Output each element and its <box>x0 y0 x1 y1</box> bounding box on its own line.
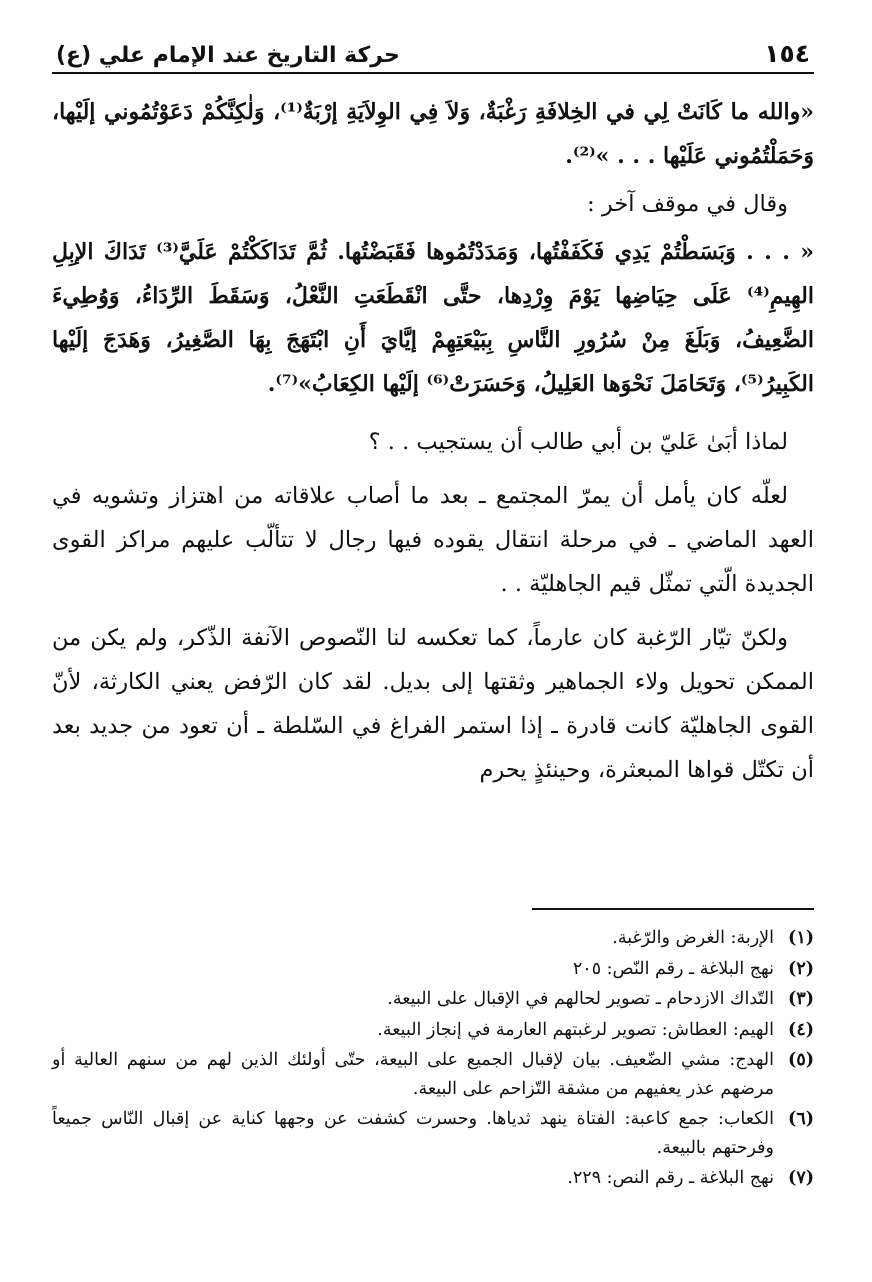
page-number: ١٥٤ <box>764 39 810 68</box>
footnote-number: (٣) <box>788 989 814 1009</box>
page-header <box>52 28 814 74</box>
footnote <box>52 1046 814 1103</box>
footnote-number: (٥) <box>788 1050 814 1070</box>
quote-paragraph-2: « . . . وَبَسَطْتُمْ يَدِي فَكَفَفْتُها، وَمَدَدْتُمُوها فَقَبَضْتُها. ثُمَّ تَدَاكَكْتُمْ عَلَيَّ⁽³⁾ تَدَاكَ الإبِلِ الهِيمِ⁽⁴⁾ عَلَى حِيَاضِها يَوْمَ وِرْدِها، حتَّى انْقَطَعَتِ النَّعْلُ، وَسَقَطَ الرِّدَاءُ، وَوُطِيءَ الضَّعِيفُ، وَبَلَغَ مِنْ سُرُورِ النَّاسِ بِبَيْعَتِهِمْ إيَّايَ أَنِ ابْتَهَجَ بِهَا الصَّغِيرُ، وَهَدَجَ إلَيْها الكَبِيرُ⁽⁵⁾، وَتَحَامَلَ نَحْوَها العَلِيلُ، وَحَسَرَتْ⁽⁶⁾ إلَيْها الكِعَابُ»⁽⁷⁾. <box>52 239 814 397</box>
footnote-text: الكعاب: جمع كاعبة: الفتاة ينهد ثدياها. وحسرت كشفت عن وجهها كناية عن إقبال النّاس جميعاً وفرحتهم بالبيعة. <box>52 1109 774 1158</box>
main-text <box>52 90 814 792</box>
footnote-number: (١) <box>788 928 814 948</box>
footnote-number: (٧) <box>788 1168 814 1188</box>
body-paragraph-1: لعلّه كان يأمل أن يمرّ المجتمع ـ بعد ما أصاب علاقاته من اهتزاز وتشويه في العهد الماضي ـ في مرحلة انتقال يقوده فيها رجال لا تتألّب عليهم مراكز القوى الجديدة الّتي تمثّل قيم الجاهليّة . . <box>52 483 814 597</box>
footnote <box>52 985 814 1014</box>
footnote-text: نهج البلاغة ـ رقم النص: ٢٢٩. <box>567 1168 774 1188</box>
quote-paragraph-1: «والله ما كَانَتْ لِي في الخِلافَةِ رَغْبَةٌ، وَلاَ فِي الوِلاَيَةِ إرْبَةٌ⁽¹⁾، وَلٰكِنَّكُمْ دَعَوْتُمُوني إلَيْها، وَحَمَلْتُمُوني عَلَيْها . . . »⁽²⁾. <box>52 99 814 169</box>
footnote-number: (٢) <box>788 958 814 979</box>
footnote-text: الإربة: الغرض والرّغبة. <box>612 928 774 948</box>
question-paragraph: لماذا أبَىٰ عَليّ بن أبي طالب أن يستجيب . . ؟ <box>368 429 788 455</box>
footnote-number: (٤) <box>788 1019 814 1040</box>
footnote-text: الهيم: العطاش: تصوير لرغبتهم العارمة في إنجاز البيعة. <box>377 1019 774 1040</box>
footnote-number: (٦) <box>788 1109 814 1129</box>
footnote-text: الهدج: مشي الضّعيف. بيان لإقبال الجميع على البيعة، حتّى أولئك الذين لهم من سنهم العالية أو مرضهم عذر يعفيهم من مشقة التّزاحم على البيعة. <box>52 1050 774 1099</box>
body-paragraph-2: ولكنّ تيّار الرّغبة كان عارماً، كما تعكسه لنا النّصوص الآنفة الذّكر، ولم يكن من الممكن تحويل ولاء الجماهير وثقتها إلى بديل. لقد كان الرّفض يعني الكارثة، لأنّ القوى الجاهليّة كانت قادرة ـ إذا استمر الفراغ في السّلطة ـ أن تعود من جديد بعد أن تكتّل قواها المبعثرة، وحينئذٍ يحرم <box>52 625 814 783</box>
running-title: حركة التاريخ عند الإمام علي (ع) <box>56 43 400 68</box>
footnote <box>52 924 814 953</box>
footnote-divider <box>532 908 814 910</box>
book-page <box>52 28 814 1262</box>
footnote <box>52 1016 814 1045</box>
footnotes <box>52 924 814 1195</box>
footnote <box>52 955 814 984</box>
footnote-text: التّداك الازدحام ـ تصوير لحالهم في الإقبال على البيعة. <box>387 989 774 1009</box>
quote-intro: وقال في موقف آخر : <box>587 191 788 217</box>
footnote <box>52 1105 814 1162</box>
footnote-text: نهج البلاغة ـ رقم النّص: ٢٠٥ <box>572 958 774 979</box>
footnote <box>52 1164 814 1193</box>
